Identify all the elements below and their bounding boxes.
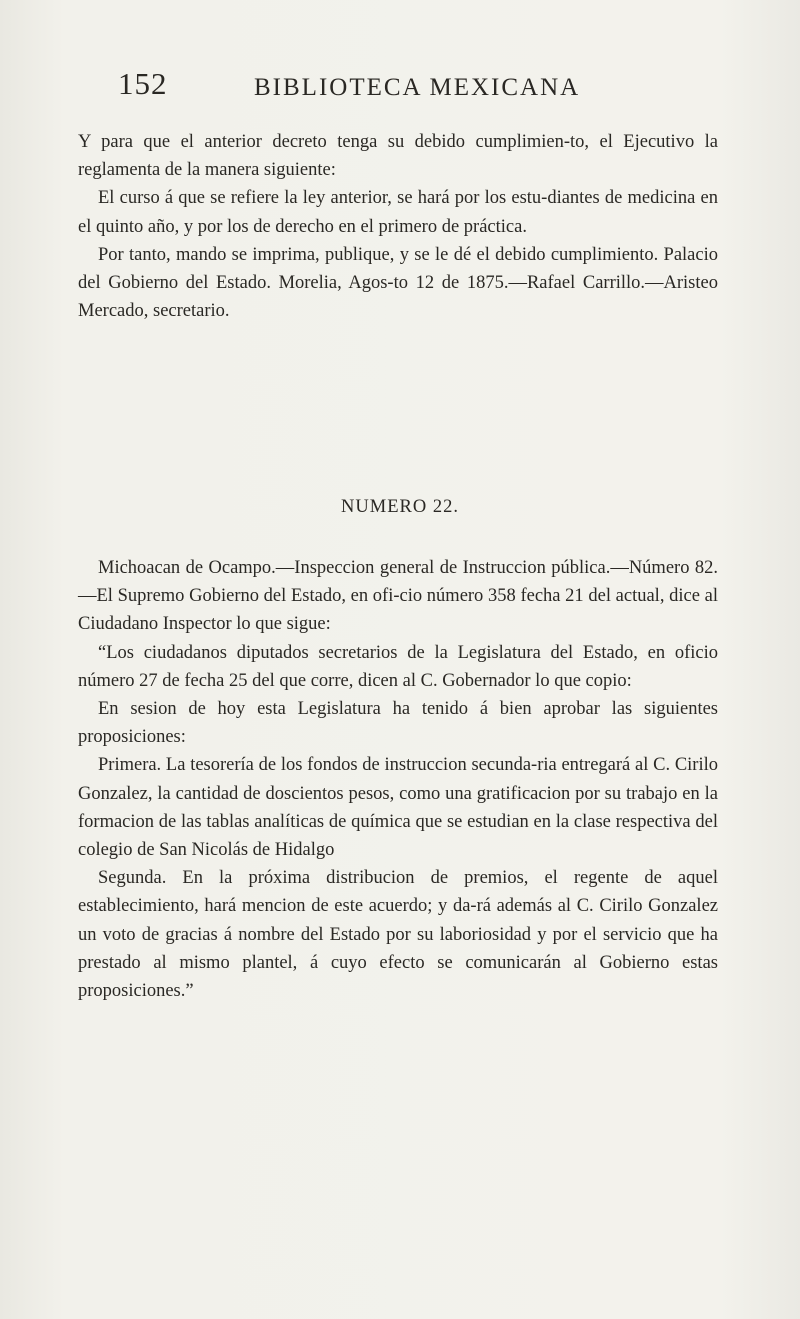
bottom-text-block: [78, 554, 718, 1005]
paragraph: Por tanto, mando se imprima, publique, y se le dé el debido cumplimiento. Palacio del Gobierno del Estado. Morelia, Agos-to 12 de 1875.—Rafael Carrillo.—Aristeo Mercado, secretario.: [78, 244, 718, 322]
paragraph: Michoacan de Ocampo.—Inspeccion general de Instruccion pública.—Número 82.—El Supremo Gobierno del Estado, en ofi-cio número 358 fecha 21 del actual, dice al Ciudadano Inspector lo que sigue:: [78, 558, 718, 635]
book-title: BIBLIOTECA MEXICANA: [254, 74, 581, 101]
paragraph: Y para que el anterior decreto tenga su debido cumplimien-to, el Ejecutivo la reglamenta de la manera siguiente:: [78, 132, 718, 181]
section-title: NUMERO 22.: [341, 497, 459, 517]
paragraph: Primera. La tesorería de los fondos de instruccion secunda-ria entregará al C. Cirilo Gonzalez, la cantidad de doscientos pesos, como una gratificacion por su trabajo en la formacion de las tablas analíticas de química que se estudian en la clase respectiva del colegio de San Nicolás de Hidalgo: [78, 755, 718, 861]
running-head: [118, 66, 718, 106]
paragraph: “Los ciudadanos diputados secretarios de la Legislatura del Estado, en oficio número 27 de fecha 25 del que corre, dicen al C. Gobernador lo que copio:: [78, 642, 718, 691]
paragraph: En sesion de hoy esta Legislatura ha tenido á bien aprobar las siguientes proposiciones:: [78, 699, 718, 748]
top-text-block: [78, 128, 718, 325]
paragraph: El curso á que se refiere la ley anterior, se hará por los estu-diantes de medicina en el quinto año, y por los de derecho en el primero de práctica.: [78, 188, 718, 237]
paragraph: Segunda. En la próxima distribucion de premios, el regente de aquel establecimiento, hará mencion de este acuerdo; y da-rá además al C. Cirilo Gonzalez un voto de gracias á nombre del Estado por su laboriosidad y por el servicio que ha prestado al mismo plantel, á cuyo efecto se comunicarán al Gobierno estas proposiciones.”: [78, 868, 718, 1002]
page-number: 152: [118, 66, 168, 101]
